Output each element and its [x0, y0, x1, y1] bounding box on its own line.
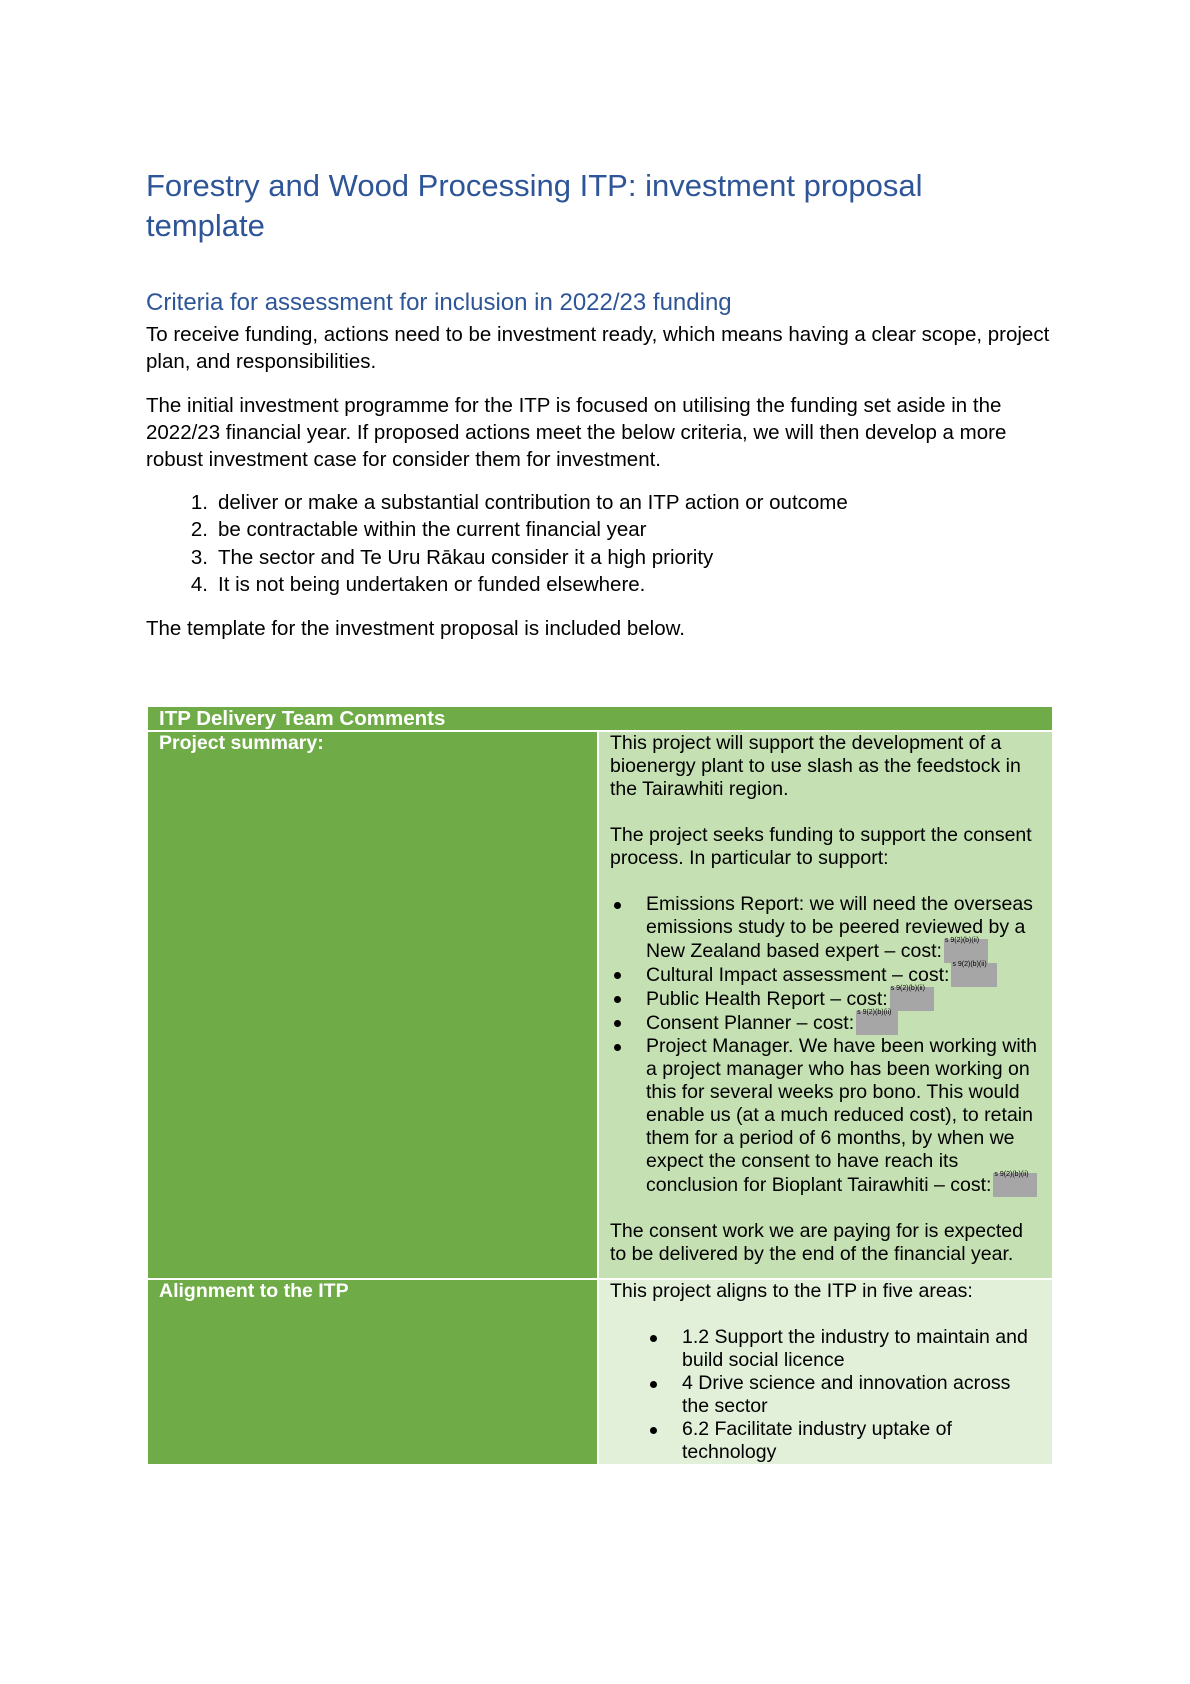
table-header: ITP Delivery Team Comments	[147, 706, 1053, 731]
redaction-box	[890, 987, 934, 1011]
list-number: 4.	[190, 572, 208, 596]
list-item	[610, 987, 1041, 1011]
list-number: 1.	[190, 491, 208, 514]
row-label-alignment: Alignment to the ITP	[147, 1279, 598, 1465]
table-row	[147, 1279, 1053, 1465]
list-text: Cultural Impact assessment – cost:	[646, 964, 950, 986]
list-text: be contractable within the current financial year	[218, 518, 647, 542]
row-label-project-summary: Project summary:	[147, 731, 598, 1279]
list-item	[146, 489, 848, 516]
list-number: 2.	[190, 518, 208, 542]
list-item	[146, 571, 848, 598]
section-heading: Criteria for assessment for inclusion in 2022/23 funding	[146, 289, 732, 316]
redaction-code: s 9(2)(b)(ii)	[890, 985, 925, 992]
intro-paragraph: The initial investment programme for the ITP is focused on utilising the funding set aside in the 2022/23 financial year. If proposed actions meet the below criteria, we will then develop a more robust investment case for consider them for investment.	[146, 394, 1007, 471]
redaction-code: s 9(2)(b)(ii)	[944, 937, 980, 944]
list-item: 1.2 Support the industry to maintain and build social licence	[610, 1326, 1041, 1372]
redaction-code: s 9(2)(b)(ii)	[857, 1009, 892, 1016]
table-header-row	[147, 706, 1053, 731]
summary-paragraph: The project seeks funding to support the consent process. In particular to support:	[610, 824, 1032, 869]
project-summary-cell	[598, 731, 1053, 1279]
document-title: Forestry and Wood Processing ITP: investment proposal template	[146, 168, 923, 243]
alignment-list	[610, 1326, 1041, 1464]
table-row	[147, 731, 1053, 1279]
list-item	[610, 963, 1041, 987]
criteria-list	[146, 489, 848, 598]
cost-list	[610, 893, 1041, 1197]
list-item	[610, 1011, 1041, 1035]
summary-paragraph: This project will support the development of a bioenergy plant to use slash as the feedstock in the Tairawhiti region.	[610, 732, 1021, 800]
list-text: Public Health Report – cost:	[646, 988, 888, 1010]
list-item	[610, 893, 1041, 963]
summary-paragraph: The consent work we are paying for is expected to be delivered by the end of the financial year.	[610, 1220, 1023, 1265]
list-text: deliver or make a substantial contribution to an ITP action or outcome	[218, 491, 848, 514]
list-item	[146, 544, 848, 571]
list-number: 3.	[190, 545, 208, 569]
outro-paragraph: The template for the investment proposal is included below.	[146, 617, 685, 640]
proposal-table	[146, 705, 1054, 1466]
list-item	[146, 516, 848, 543]
redaction-box	[993, 1173, 1037, 1197]
redaction-box	[856, 1011, 898, 1035]
alignment-paragraph: This project aligns to the ITP in five areas:	[610, 1280, 973, 1302]
list-item: 4 Drive science and innovation across the sector	[610, 1372, 1041, 1418]
list-item	[610, 1035, 1041, 1197]
list-text: Emissions Report: we will need the overseas emissions study to be peered reviewed by a New Zealand based expert – cost:	[646, 893, 1033, 962]
list-text: The sector and Te Uru Rākau consider it a high priority	[218, 545, 714, 569]
list-text: Project Manager. We have been working with a project manager who has been working on this for several weeks pro bono. This would enable us (at a much reduced cost), to retain them for a period of 6 months, by when we expect the consent to have reach its conclusion for Bioplant Tairawhiti – cost:	[646, 1035, 1037, 1196]
list-text: Consent Planner – cost:	[646, 1012, 855, 1034]
intro-paragraph: To receive funding, actions need to be investment ready, which means having a clear scope, project plan, and responsibilities.	[146, 323, 1050, 373]
list-item: 6.2 Facilitate industry uptake of technology	[610, 1418, 1041, 1464]
alignment-cell	[598, 1279, 1053, 1465]
redaction-code: s 9(2)(b)(ii)	[994, 1171, 1029, 1178]
redaction-code: s 9(2)(b)(ii)	[952, 961, 987, 968]
redaction-box	[944, 939, 988, 963]
list-text: It is not being undertaken or funded elsewhere.	[218, 572, 646, 596]
redaction-box	[951, 963, 997, 987]
